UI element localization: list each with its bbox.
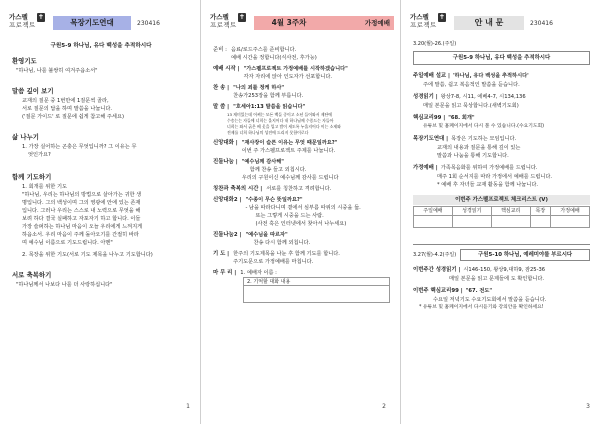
order-row: 예배 시작 | "가스펠프로젝트 가정예배를 시작하겠습니다" 각자 자리에 앉아 인도자가 선포합니다. bbox=[213, 66, 348, 80]
checklist-column: 목장 bbox=[530, 207, 550, 216]
gospel-project-logo: 가스펠 프로젝트 ✝ bbox=[410, 13, 445, 29]
page-title: 안 내 문 bbox=[454, 16, 524, 30]
title-band bbox=[454, 16, 594, 30]
section-heading: 함께 기도하기 bbox=[12, 173, 52, 181]
order-row: 신앙대화 | "재사장이 슬픈 이유는 무엇 때문일까요?" 이번 주 가스펠프로젝트 주제를 나눕니다. bbox=[213, 140, 338, 154]
page-title: 목장기도연대 bbox=[53, 16, 131, 30]
order-row: 기 도 | 한주의 기도제목을 나눈 후 함께 기도를 합니다. 주기도문으로 가정예배를 마칩니다. bbox=[213, 251, 340, 265]
notice-item: 성경읽기 | 왕상7-8, 시11, 에베4-7, 시134,136 bbox=[413, 94, 526, 100]
page-body bbox=[213, 46, 390, 303]
page-3 bbox=[400, 0, 600, 424]
section-text: 1. 회개를 위한 기도 bbox=[22, 184, 67, 190]
order-row: 찬 송 | "나의 죄를 정케 하사" 찬송가253장을 함께 부릅니다. bbox=[213, 85, 304, 99]
notice-item: 주일예배 설교 | '하나님, 유다 백성을 추적하시다' bbox=[413, 73, 529, 79]
page-number: 3 bbox=[586, 403, 590, 410]
page-header bbox=[210, 13, 394, 33]
page-title: 4월 3주차 bbox=[254, 16, 324, 30]
order-row: 칭찬과 축복의 시간 | 서로를 칭찬하고 격려합니다. bbox=[213, 186, 332, 192]
section-text: "하나님께서 나보다 나를 더 사랑하십니다" bbox=[16, 282, 113, 288]
divider bbox=[413, 244, 590, 245]
checklist-title: 이번주 가스펠프로젝트 체크리스트 (V) bbox=[413, 195, 590, 205]
section-text: 1. 가장 실어하는 곤충은 무엇입니까? 그 이유는 무 bbox=[22, 144, 137, 150]
week-date: 3.20(월)-26.(주일) bbox=[413, 41, 457, 47]
week-theme: 구원5-10 하나님, 예레미야를 부르시다 bbox=[460, 249, 590, 261]
prayer-text: 보려 하다 결국 실패하고 자포자기 하고 합니다. 이들 bbox=[22, 216, 141, 222]
order-row: 마 무 리 | 1. 예배자 이름 : bbox=[213, 270, 277, 276]
checklist-column: 주일예배 bbox=[414, 207, 453, 216]
section-heading: 삶 나누기 bbox=[12, 133, 39, 141]
checklist-cell[interactable] bbox=[452, 216, 491, 228]
order-row: 준비 : 음료/로드주스를 준비합니다. 예배 시간을 정합니다(식사전, 후가능) bbox=[213, 47, 317, 61]
page-header bbox=[410, 13, 594, 33]
section-text: "하나님, 나를 불쌍히 여겨주옵소서" bbox=[16, 68, 98, 74]
date-code: 230416 bbox=[137, 19, 160, 27]
order-row: 진돌나눔2 | "예수님을 따르자" 찬송 다시 함께 외칩니다. bbox=[213, 232, 311, 246]
title-band bbox=[53, 16, 194, 30]
page-number: 2 bbox=[382, 403, 386, 410]
checklist-cell[interactable] bbox=[491, 216, 530, 228]
order-row: 진돌나눔 | "예수님께 감사해" 함께 찬송 들고 외칩시다. 우리의 구원이신 예수님께 감사를 드립니다 bbox=[213, 159, 339, 181]
checklist-column: 성경읽기 bbox=[452, 207, 491, 216]
checklist-column: 가정예배 bbox=[551, 207, 590, 216]
week-theme: 구원5-9 하나님, 유다 백성을 추적하시다 bbox=[413, 51, 590, 65]
title-band bbox=[254, 16, 394, 30]
notice-item: 목장기도연대 | 목장은 기도하는 모임입니다. bbox=[413, 136, 517, 142]
section-heading: 서로 축복하기 bbox=[12, 271, 52, 279]
section-text: 교재의 질문 중 1번만에 1질문씩 골라, bbox=[22, 98, 109, 104]
week-date: 3.27(월)-4.2(주일) bbox=[413, 252, 457, 258]
checklist-cell[interactable] bbox=[551, 216, 590, 228]
gospel-project-logo: 가스펠 프로젝트 ✝ bbox=[9, 13, 44, 29]
section-text: 2. 목장을 위한 기도(서로 기도 제목을 나누고 기도합니다) bbox=[22, 252, 153, 258]
memo-box-blank[interactable] bbox=[243, 285, 390, 303]
cross-icon: ✝ bbox=[239, 13, 245, 21]
page-1 bbox=[0, 0, 200, 424]
checklist-table bbox=[413, 206, 590, 228]
notice-item: 가정예배 | 가족목음화를 위하여 가정예배를 드립니다. bbox=[413, 165, 538, 171]
cross-icon: ✝ bbox=[439, 13, 445, 21]
scripture-passage: 13 재미있는데 어찌는 모든 백들 중이고 소년 들어와서 제단에 수송는는 자들에 너희는 울지어다 내 하나님께 수종드는 자들아 너희는 와서 굵은 베 옷을 입고 밤이 새도록 누울지어다 이는 소제와 전제를 너희 하나님의 성전에 드리지 못함이로다 bbox=[227, 112, 341, 135]
section-text: 서로 질문의 답을 하며 말씀을 나눕니다. bbox=[22, 106, 113, 112]
prayer-text: 명입니다. 그의 백성이며 그의 영광에 안에 있는 존재 bbox=[22, 200, 141, 206]
gospel-project-logo: 가스펠 프로젝트 ✝ bbox=[210, 13, 245, 29]
cross-icon: ✝ bbox=[38, 13, 44, 21]
checklist-cell[interactable] bbox=[530, 216, 550, 228]
prayer-text: 입니다. 그러나 우리는 스스로 내 노력으로 무엇을 해 bbox=[22, 208, 141, 214]
prayer-text: 며 예수님 이름으로 기도드립니다. 아멘" bbox=[22, 240, 113, 246]
notice-item: 이번주 핵심교리99 | "67. 전도" bbox=[413, 288, 493, 294]
memo-box[interactable]: 2. 기억할 대화 내용 bbox=[243, 277, 390, 286]
date-code: 230416 bbox=[530, 19, 553, 27]
checklist-cell[interactable] bbox=[414, 216, 453, 228]
section-heading: 말씀 깊이 보기 bbox=[12, 87, 54, 95]
checklist-column: 핵심교리 bbox=[491, 207, 530, 216]
page-body bbox=[12, 42, 190, 289]
lesson-theme: 구원5-9 하나님, 유다 백성을 추적하시다 bbox=[50, 43, 152, 49]
page-subtitle: 가정예배 bbox=[324, 16, 394, 30]
section-text: 엇인가요? bbox=[28, 152, 51, 158]
order-row: 말 씀 | "호세아1:13 말씀을 읽습니다" bbox=[213, 104, 306, 110]
prayer-text: "하나님, 우리는 하나님의 방법으로 살아가는 귀한 생 bbox=[22, 192, 142, 198]
page-body: 3.20(월)-26.(주일) 구원5-9 하나님, 유다 백성을 추적하시다 주일예배 설교 | '하나님, 유다 백성을 추적하시다' 주에 말씀, 쉽고 복음적인 말씀을 듣습니다. 성경읽기 | 왕상7-8, 시11, 에베4-7, 시134,136 매일 본문을 읽고 묵상합니다.(새벽기도회) 핵심교리99 | "68. 회개" 유튜브 및 홈페이지에서 다시 볼 수 있습니다.(수요기도회) 목장기도연대 | 목장은 기도하는 모임입니다. 교재의 내용과 질문을 통해 깊이 있는 말씀과 나눔을 통해 기도합니다. 가정예배 | 가족목음화를 위하여 가정예배를 드립니다. 매주 1회 순서지를 따라 가정에서 예배를 드립니다. * 예배 후 자녀들 교재 활동을 함께 나눕니다. 이번주 가스펠프로젝트 체크리스트 (V) 주일예배 성경읽기 핵심교리 목장 가정예배 3.27(월)-4.2(주일) 구원5-10 하나님, 예레미야를 부르시다 이번주간 성경읽기 | 시146-150, 왕상9,대하9, 잠25-36 매일 본문을 읽고 문제들에 도 확인합니다. 이번주 핵심교리99 | "67. 전도" 수요일 저녁기도 수요기도회에서 말씀을 듣습니다. * 유튜브 및 홈페이지에서 다시듣기와 강의안을 확인하세요! bbox=[413, 40, 590, 312]
notice-item: 이번주간 성경읽기 | 시146-150, 왕상9,대하9, 잠25-36 bbox=[413, 267, 546, 273]
prayer-text: 하옵소서. 우리 마음이 주께 돌아오기를 간절히 바라 bbox=[22, 232, 139, 238]
page-header bbox=[9, 13, 194, 33]
section-text: ('질문 가이드' 로 질문에 쉽게 참고해 주세요) bbox=[22, 114, 124, 120]
prayer-text: 가장 슬퍼하는 하나님 마음이 오늘 우리에게 느껴지게 bbox=[22, 224, 143, 230]
section-heading: 환영기도 bbox=[12, 57, 37, 65]
next-week-header bbox=[413, 249, 590, 261]
notice-item: 핵심교리99 | "68. 회개" bbox=[413, 115, 475, 121]
order-row: 신앙대화2 | "수종이 무슨 뜻일까요?" - 남을 따라다니며 곁에서 심부름 따위의 시중을 듦. 또는 그렇게 시중을 드는 사람. (사전 혹은 인터넷에서 찾아서 나누세요) bbox=[213, 197, 361, 227]
page-2 bbox=[200, 0, 400, 424]
page-number: 1 bbox=[186, 403, 190, 410]
